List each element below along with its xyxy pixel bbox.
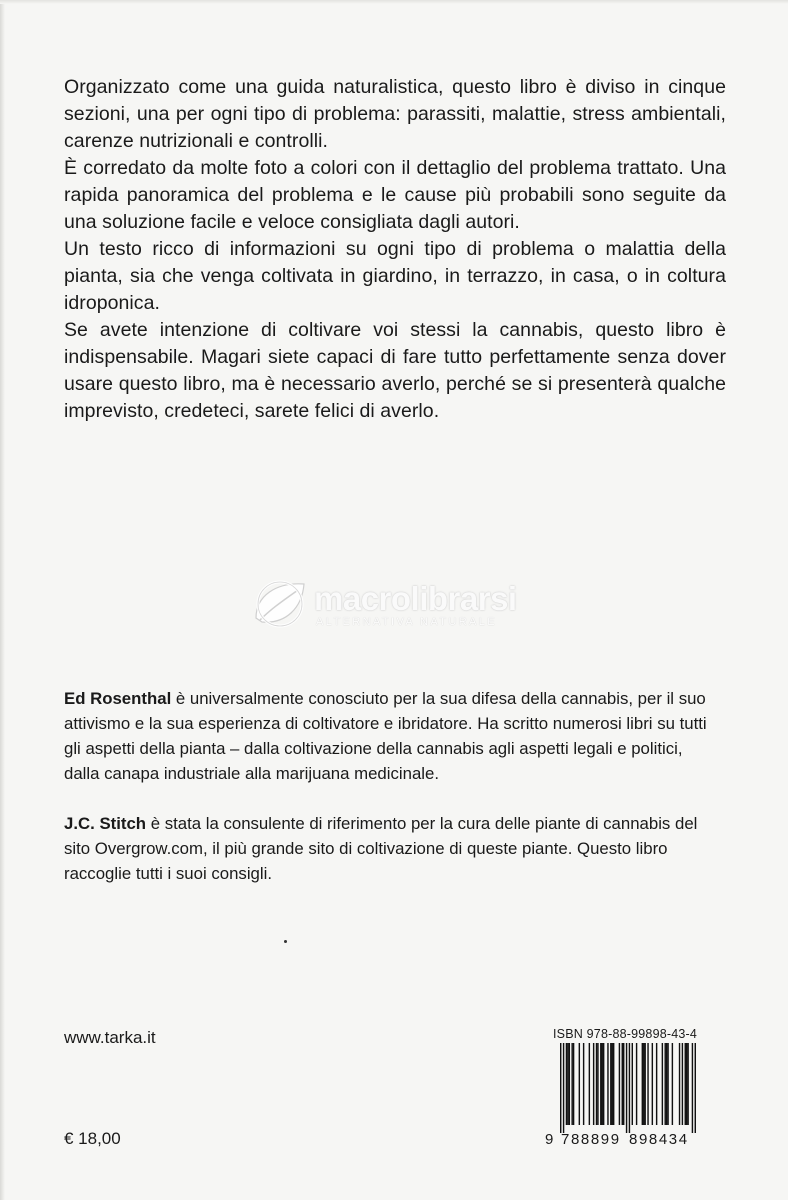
barcode-bar	[629, 1043, 630, 1133]
author-bio-2	[64, 811, 714, 886]
author-name-1: Ed Rosenthal	[64, 689, 172, 708]
barcode-bar	[652, 1043, 653, 1125]
barcode-bar	[667, 1043, 668, 1125]
barcode-bar	[573, 1043, 574, 1125]
barcode-bar	[686, 1043, 687, 1125]
barcode-bar	[603, 1043, 604, 1125]
barcode-bar	[665, 1043, 666, 1125]
book-description	[64, 74, 726, 425]
barcode-left-group: 788899	[561, 1131, 621, 1148]
barcode-right-group: 898434	[629, 1131, 689, 1148]
watermark-tagline: ALTERNATIVA NATURALE	[316, 616, 498, 628]
barcode-bar	[636, 1043, 637, 1125]
barcode-bar	[567, 1043, 568, 1125]
barcode-bar	[597, 1043, 598, 1125]
barcode-bar	[607, 1043, 608, 1125]
author-name-2: J.C. Stitch	[64, 814, 147, 833]
barcode-bar	[666, 1043, 667, 1125]
print-speck	[284, 940, 287, 943]
barcode-bar	[644, 1043, 645, 1125]
barcode-bar	[682, 1043, 683, 1125]
barcode-bar	[632, 1043, 633, 1125]
barcode-bar	[647, 1043, 648, 1125]
isbn-label: ISBN 978-88-99898-43-4	[553, 1027, 698, 1041]
barcode-bar	[569, 1043, 570, 1125]
author-bio-text-2: è stata la consulente di riferimento per la cura delle piante di cannabis del sito Overgrow.com, il più grande sito di coltivazione di queste piante. Questo libro raccoglie tutti i suoi consigli.	[64, 814, 698, 883]
barcode-bar	[583, 1043, 584, 1125]
macrolibrarsi-watermark	[250, 576, 550, 636]
publisher-website: www.tarka.it	[64, 1028, 156, 1047]
barcode-bar	[563, 1043, 564, 1133]
cover-top-edge	[0, 0, 788, 4]
barcode-bar	[622, 1043, 623, 1125]
barcode-bar	[610, 1043, 611, 1125]
barcode-bar	[612, 1043, 613, 1125]
price-label: € 18,00	[64, 1129, 121, 1148]
description-paragraph-3: Un testo ricco di informazioni su ogni tipo di problema o malattia della pianta, sia che venga coltivata in giardino, in terrazzo, in casa, o in coltura idroponica.	[64, 238, 726, 314]
barcode-first-digit: 9	[545, 1131, 554, 1148]
author-bio-1	[64, 686, 714, 786]
cover-left-edge	[0, 0, 5, 1200]
barcode	[560, 1043, 696, 1133]
barcode-bar	[579, 1043, 580, 1125]
barcode-bar	[560, 1043, 561, 1133]
barcode-bar	[679, 1043, 680, 1125]
barcode-bar	[656, 1043, 657, 1125]
barcode-bar	[695, 1043, 696, 1133]
barcode-bar	[596, 1043, 597, 1125]
barcode-bar	[642, 1043, 643, 1125]
barcode-bar	[687, 1043, 688, 1125]
barcode-bar	[589, 1043, 590, 1125]
barcode-bar	[692, 1043, 693, 1133]
barcode-bar	[566, 1043, 567, 1125]
barcode-bar	[626, 1043, 627, 1133]
leaf-logo-icon	[250, 578, 310, 630]
barcode-bar	[672, 1043, 673, 1125]
description-paragraph-1: Organizzato come una guida naturalistica, questo libro è diviso in cinque sezioni, una per ogni tipo di problema: parassiti, malattie, stress ambientali, carenze nutrizionali e controlli.	[64, 76, 726, 152]
watermark-brand: macrolibrarsi	[314, 580, 517, 617]
barcode-bar	[662, 1043, 663, 1125]
barcode-bar	[571, 1043, 572, 1125]
barcode-bar	[593, 1043, 594, 1125]
barcode-bar	[623, 1043, 624, 1125]
barcode-bar	[619, 1043, 620, 1125]
barcode-bar	[643, 1043, 644, 1125]
barcode-bar	[602, 1043, 603, 1125]
description-paragraph-2: È corredato da molte foto a colori con il dettaglio del problema trattato. Una rapida panoramica del problema e le cause più probabili sono seguite da una soluzione facile e veloce consigliata dagli autori.	[64, 157, 726, 233]
author-bio-text-1: è universalmente conosciuto per la sua difesa della cannabis, per il suo attivismo e la sua esperienza di coltivatore e ibridatore. Ha scritto numerosi libri su tutti gli aspetti della pianta – dalla coltivazione della cannabis agli aspetti legali e politici, dalla canapa industriale alla marijuana medicinale.	[64, 689, 707, 783]
barcode-bar	[685, 1043, 686, 1125]
barcode-bar	[600, 1043, 601, 1125]
barcode-bar	[613, 1043, 614, 1125]
description-paragraph-4: Se avete intenzione di coltivare voi stessi la cannabis, questo libro è indispensabile. Magari siete capaci di fare tutto perfettamente senza dover usare questo libro, ma è necessario averlo, perché se si presenterà qualche imprevisto, credeteci, sarete felici di averlo.	[64, 319, 726, 422]
